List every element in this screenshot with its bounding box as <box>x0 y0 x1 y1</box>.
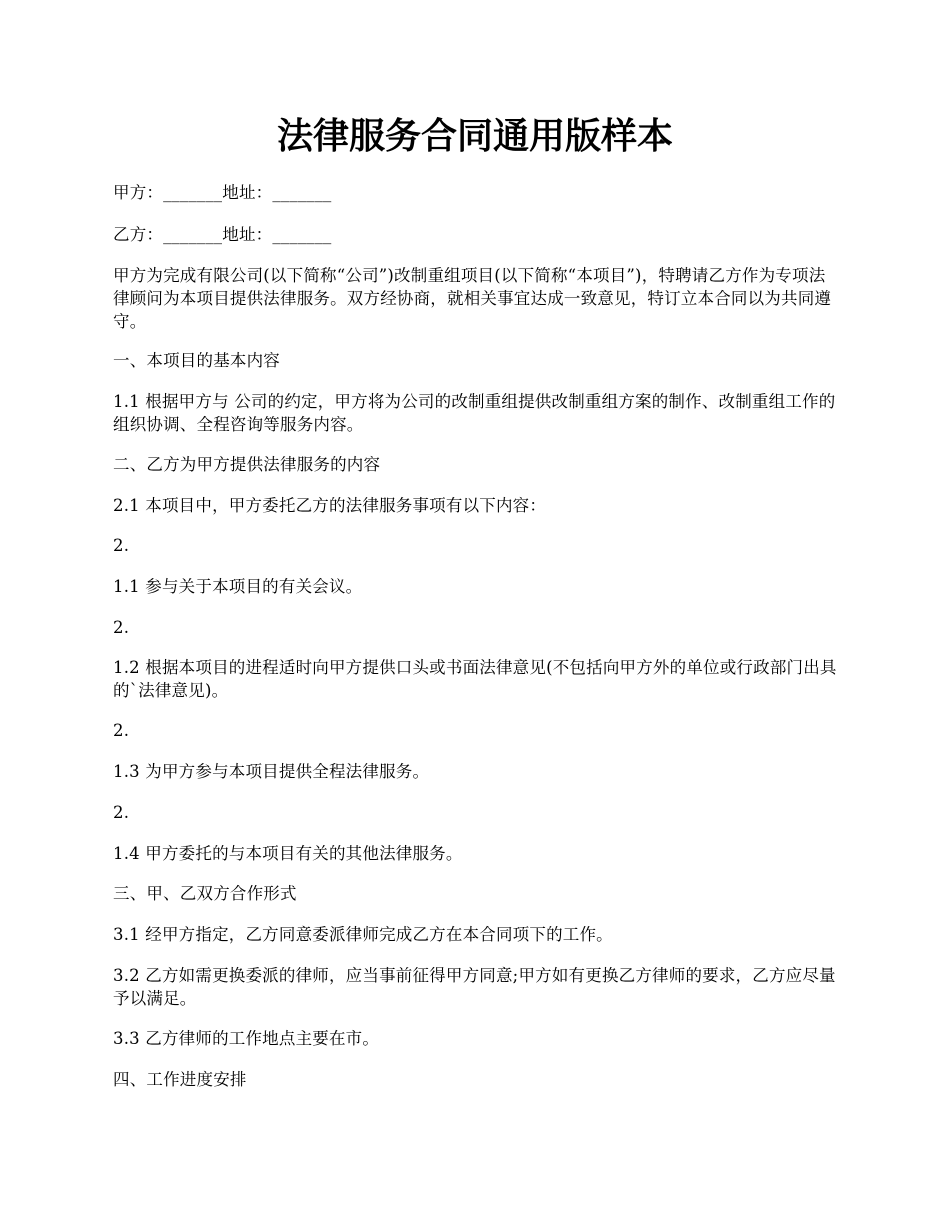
section-2-heading: 二、乙方为甲方提供法律服务的内容 <box>113 455 381 474</box>
clause-1-1-meeting: 1.1 参与关于本项目的有关会议。 <box>113 577 363 596</box>
clause-number-fragment: 2. <box>113 803 130 822</box>
clause-3-1: 3.1 经甲方指定，乙方同意委派律师完成乙方在本合同项下的工作。 <box>113 925 613 944</box>
preamble-paragraph: 甲方为完成有限公司(以下简称“公司”)改制重组项目(以下简称“本项目”)，特聘请乙方作为专项法律顾问为本项目提供法律服务。双方经协商，就相关事宜达成一致意见，特订立本合同以为共同遵守。 <box>113 266 832 331</box>
document-title: 法律服务合同通用版样本 <box>276 115 673 157</box>
clause-1-2-opinion: 1.2 根据本项目的进程适时向甲方提供口头或书面法律意见(不包括向甲方外的单位或行政部门出具的`法律意见)。 <box>113 658 837 700</box>
clause-number-fragment: 2. <box>113 721 130 740</box>
clause-2-1: 2.1 本项目中，甲方委托乙方的法律服务事项有以下内容： <box>113 496 547 515</box>
party-b-line: 乙方：_______地址：_______ <box>113 225 332 244</box>
clause-1-1: 1.1 根据甲方与 公司的约定，甲方将为公司的改制重组提供改制重组方案的制作、改制重组工作的组织协调、全程咨询等服务内容。 <box>113 392 836 434</box>
section-4-heading: 四、工作进度安排 <box>113 1070 247 1089</box>
clause-1-3-service: 1.3 为甲方参与本项目提供全程法律服务。 <box>113 762 430 781</box>
party-a-line: 甲方：_______地址：_______ <box>113 183 332 202</box>
section-1-heading: 一、本项目的基本内容 <box>113 351 280 370</box>
clause-1-4-other: 1.4 甲方委托的与本项目有关的其他法律服务。 <box>113 844 463 863</box>
section-3-heading: 三、甲、乙双方合作形式 <box>113 884 297 903</box>
clause-number-fragment: 2. <box>113 618 130 637</box>
clause-3-2: 3.2 乙方如需更换委派的律师，应当事前征得甲方同意;甲方如有更换乙方律师的要求，乙方应尽量予以满足。 <box>113 966 836 1008</box>
clause-number-fragment: 2. <box>113 536 130 555</box>
clause-3-3: 3.3 乙方律师的工作地点主要在市。 <box>113 1029 380 1048</box>
